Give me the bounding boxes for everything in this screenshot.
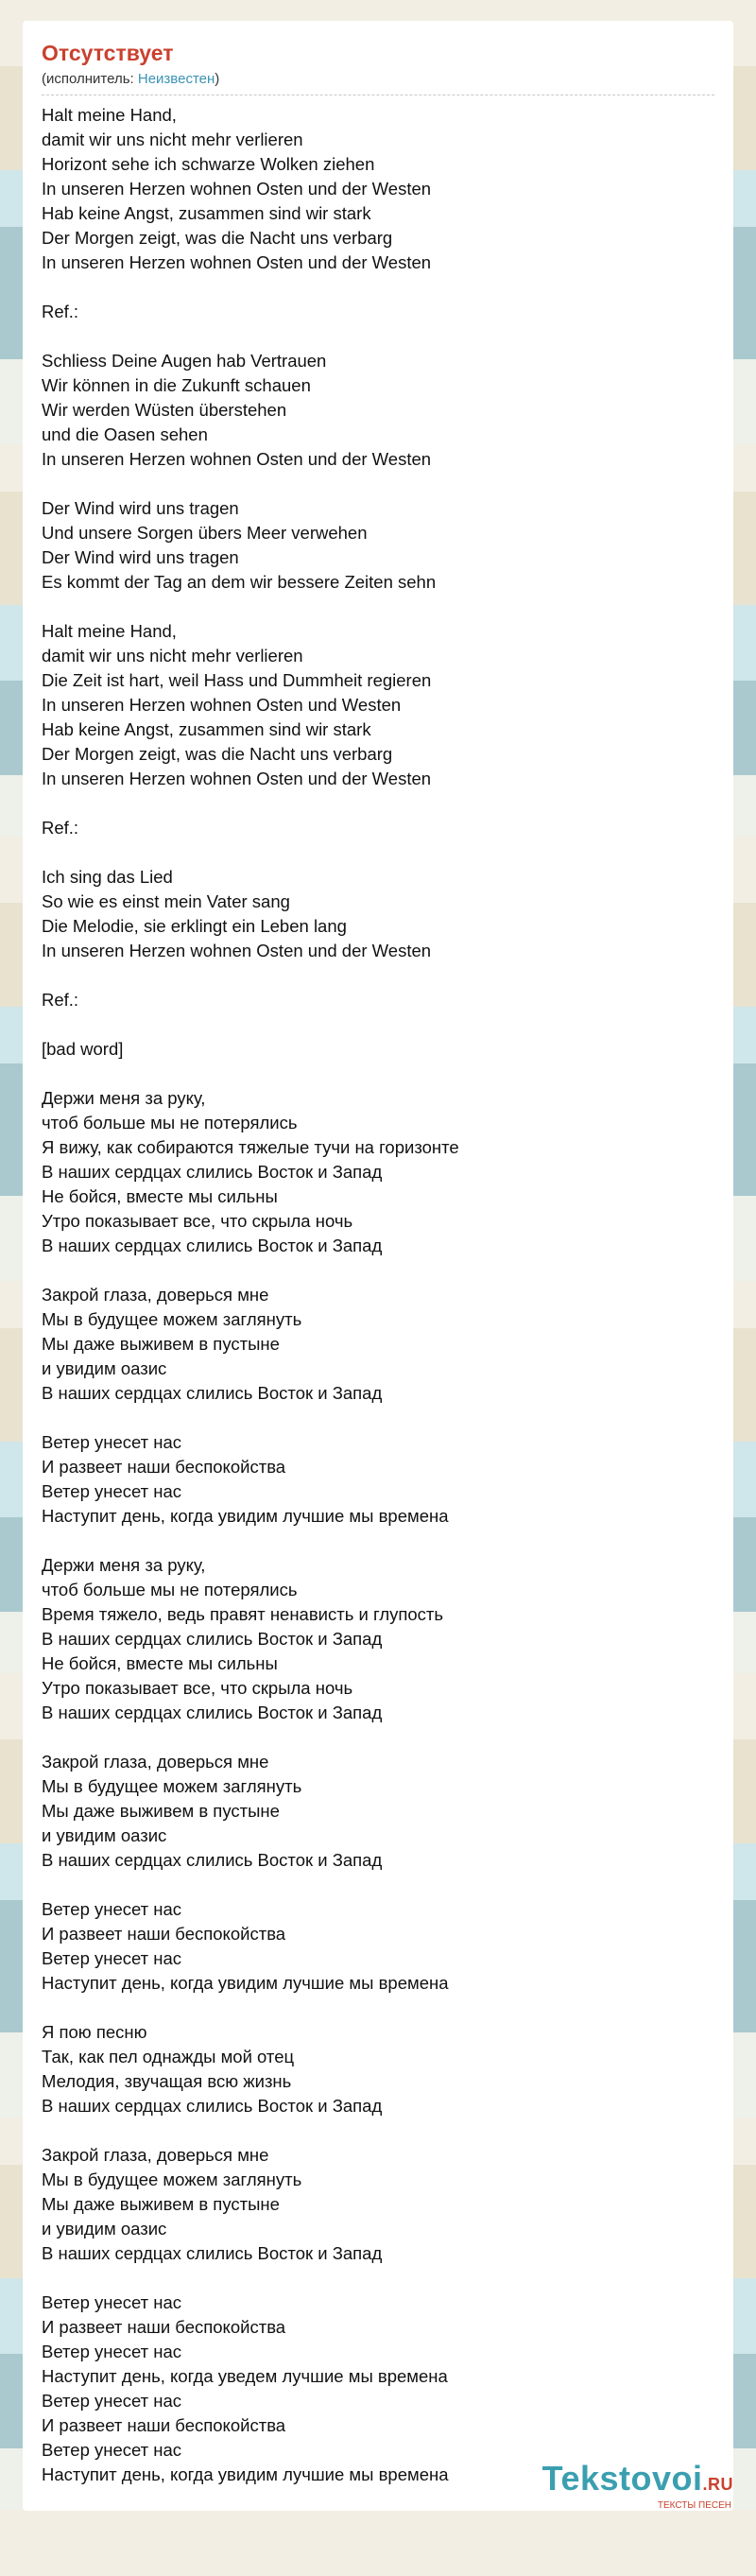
lyric-line: И развеет наши беспокойства [42,2317,286,2337]
lyrics-body [42,103,714,2487]
artist-line [42,70,714,95]
lyric-line: Hab keine Angst, zusammen sind wir stark [42,719,371,739]
lyric-line: Ветер унесет нас [42,1481,182,1501]
lyric-line: Halt meine Hand, [42,105,177,125]
lyric-line [42,1012,714,1037]
lyric-line: Мы даже выживем в пустыне [42,1334,280,1354]
lyric-line: В наших сердцах слились Восток и Запад [42,1850,383,1870]
lyric-line [42,1873,714,1897]
lyric-line: И развеет наши беспокойства [42,1457,286,1477]
lyric-line: In unseren Herzen wohnen Osten und der Westen [42,769,432,788]
lyric-line [42,1725,714,1750]
lyric-line: Мы в будущее можем заглянуть [42,2170,302,2189]
lyric-line: и увидим оазис [42,2219,167,2239]
lyric-line: Die Melodie, sie erklingt ein Leben lang [42,916,347,936]
lyric-line: Ветер унесет нас [42,2342,182,2361]
lyric-line: Schliess Deine Augen hab Vertrauen [42,351,327,371]
lyric-line: чтоб больше мы не потерялись [42,1113,298,1132]
lyric-line: Ветер унесет нас [42,2292,182,2312]
lyric-line: Закрой глаза, доверься мне [42,1752,269,1772]
lyric-line: Ref.: [42,818,79,838]
artist-prefix: (исполнитель: [42,71,138,87]
lyric-line: В наших сердцах слились Восток и Запад [42,2096,383,2116]
lyrics-card [23,21,733,2511]
lyric-line: Die Zeit ist hart, weil Hass und Dummheit regieren [42,670,432,690]
lyric-line: Я пою песню [42,2022,147,2042]
lyric-line: Ветер унесет нас [42,1899,182,1919]
site-logo[interactable] [542,2461,733,2511]
lyric-line [42,1406,714,1430]
lyric-line: Ref.: [42,990,79,1010]
lyric-line: В наших сердцах слились Восток и Запад [42,2243,383,2263]
lyric-line: И развеет наши беспокойства [42,2415,286,2435]
logo-subtitle: ТЕКСТЫ ПЕСЕН [657,2500,731,2511]
background-stripe [0,2510,756,2576]
lyric-line: In unseren Herzen wohnen Osten und der Westen [42,252,432,272]
lyric-line: Наступит день, когда увидим лучшие мы времена [42,2464,449,2484]
lyric-line [42,2118,714,2143]
lyric-line: In unseren Herzen wohnen Osten und Westen [42,695,402,715]
lyric-line: И развеет наши беспокойства [42,1924,286,1944]
lyric-line: Мы даже выживем в пустыне [42,2194,280,2214]
lyric-line: Мелодия, звучащая всю жизнь [42,2071,292,2091]
lyric-line: [bad word] [42,1039,124,1059]
lyric-line: Время тяжело, ведь правят ненависть и глупость [42,1604,444,1624]
lyric-line: Наступит день, когда уведем лучшие мы времена [42,2366,448,2386]
lyric-line: Es kommt der Tag an dem wir bessere Zeiten sehn [42,572,437,592]
lyric-line: Держи меня за руку, [42,1555,206,1575]
lyric-line: Ветер унесет нас [42,1948,182,1968]
lyric-line: So wie es einst mein Vater sang [42,891,290,911]
lyric-line: и увидим оазис [42,1358,167,1378]
lyric-line: Ref.: [42,302,79,321]
lyric-line: В наших сердцах слились Восток и Запад [42,1703,383,1722]
lyric-line: Ветер унесет нас [42,2440,182,2460]
lyric-line: Так, как пел однажды мой отец [42,2047,295,2066]
lyric-line: Der Wind wird uns tragen [42,547,239,567]
song-title: Отсутствует [42,41,174,65]
lyric-line: Я вижу, как собираются тяжелые тучи на горизонте [42,1137,459,1157]
lyric-line: Утро показывает все, что скрыла ночь [42,1211,353,1231]
lyric-line: Держи меня за руку, [42,1088,206,1108]
lyric-line: Наступит день, когда увидим лучшие мы времена [42,1506,449,1526]
lyric-line: Не бойся, вместе мы сильны [42,1186,278,1206]
lyric-line: Ветер унесет нас [42,1432,182,1452]
lyric-line: Наступит день, когда увидим лучшие мы времена [42,1973,449,1993]
lyric-line [42,791,714,816]
lyric-line: damit wir uns nicht mehr verlieren [42,130,303,149]
lyric-line [42,1996,714,2020]
lyric-line: Wir können in die Zukunft schauen [42,375,311,395]
lyric-line: In unseren Herzen wohnen Osten und der Westen [42,941,432,960]
lyric-line [42,1062,714,1086]
lyric-line [42,840,714,865]
lyric-line: В наших сердцах слились Восток и Запад [42,1383,383,1403]
lyric-line [42,472,714,496]
artist-suffix: ) [215,71,220,87]
lyric-line: Мы даже выживем в пустыне [42,1801,280,1821]
lyric-line [42,1258,714,1283]
lyric-line: Мы в будущее можем заглянуть [42,1776,302,1796]
lyric-line: Halt meine Hand, [42,621,177,641]
lyric-line: damit wir uns nicht mehr verlieren [42,646,303,666]
lyric-line: In unseren Herzen wohnen Osten und der Westen [42,449,432,469]
lyric-line: В наших сердцах слились Восток и Запад [42,1629,383,1649]
lyric-line [42,963,714,988]
lyric-line [42,275,714,300]
lyric-line: Hab keine Angst, zusammen sind wir stark [42,203,371,223]
lyric-line: Wir werden Wüsten überstehen [42,400,287,420]
artist-link[interactable]: Неизвестен [137,71,215,87]
lyric-line: Ветер унесет нас [42,2391,182,2411]
lyric-line: Мы в будущее можем заглянуть [42,1309,302,1329]
lyric-line: чтоб больше мы не потерялись [42,1580,298,1599]
lyric-line: Und unsere Sorgen übers Meer verwehen [42,523,368,543]
lyric-line [42,1529,714,1553]
lyric-line: В наших сердцах слились Восток и Запад [42,1236,383,1255]
lyric-line: Der Wind wird uns tragen [42,498,239,518]
lyric-line: В наших сердцах слились Восток и Запад [42,1162,383,1182]
logo-text: Tekstovoi [541,2459,703,2498]
lyric-line [42,324,714,349]
lyric-line [42,595,714,619]
lyric-line: und die Oasen sehen [42,424,208,444]
lyric-line: Horizont sehe ich schwarze Wolken ziehen [42,154,375,174]
lyric-line: Закрой глаза, доверься мне [42,1285,269,1305]
lyric-line: Утро показывает все, что скрыла ночь [42,1678,353,1698]
lyric-line: Ich sing das Lied [42,867,173,887]
lyric-line: In unseren Herzen wohnen Osten und der Westen [42,179,432,199]
lyric-line: Der Morgen zeigt, was die Nacht uns verbarg [42,744,393,764]
lyric-line: Der Morgen zeigt, was die Nacht uns verbarg [42,228,393,248]
lyric-line: и увидим оазис [42,1825,167,1845]
logo-tld: .RU [702,2475,733,2494]
lyric-line: Закрой глаза, доверься мне [42,2145,269,2165]
lyric-line [42,2266,714,2291]
lyric-line: Не бойся, вместе мы сильны [42,1653,278,1673]
